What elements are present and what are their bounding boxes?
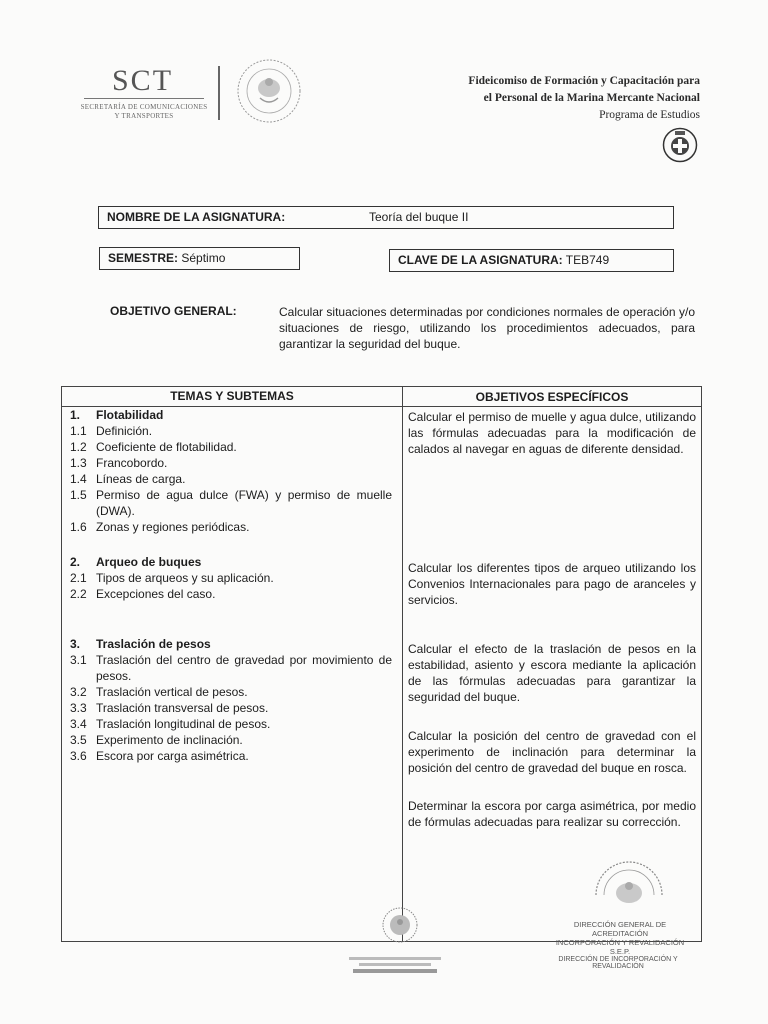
section-title: 2. Arqueo de buques (70, 555, 202, 569)
table-header-objectives: OBJETIVOS ESPECÍFICOS (475, 390, 629, 404)
list-item: 1.4 Líneas de carga. (70, 472, 186, 486)
header-divider (218, 66, 220, 120)
fidena-logo-icon (662, 127, 698, 163)
course-code-value: TEB749 (565, 253, 610, 267)
section-title: 3. Traslación de pesos (70, 637, 211, 651)
list-item: 3.5 Experimento de inclinación. (70, 733, 243, 747)
list-item: 1.5 Permiso de agua dulce (FWA) y permiso de muelle (DWA). (70, 488, 392, 518)
list-item: 1.1 Definición. (70, 424, 153, 438)
list-item: 3.6 Escora por carga asimétrica. (70, 749, 249, 763)
section-3-topics (70, 636, 392, 764)
sct-logo-subtitle (78, 103, 210, 121)
institution-line1: Fideicomiso de Formación y Capacitación para (468, 75, 700, 87)
sct-logo-text: SCT (112, 64, 174, 97)
list-item: 2.1 Tipos de arqueos y su aplicación. (70, 571, 274, 585)
small-seal-stamp-icon (380, 905, 420, 947)
stamp-text-dir: DIRECCIÓN DE INCORPORACIÓN Y REVALIDACIÓN (558, 956, 678, 970)
sct-subtitle-line2: Y TRANSPORTES (114, 112, 174, 120)
institution-line2: el Personal de la Marina Mercante Nacional (483, 92, 700, 104)
logo-divider (84, 98, 204, 99)
semester-box (99, 247, 300, 270)
stamp-text-dgair: DIRECCIÓN GENERAL DE ACREDITACIÓN INCORPORACIÓN Y REVALIDACIÓN S.E.P. (555, 920, 685, 956)
section-1-objectives (408, 409, 696, 457)
semester-value: Séptimo (181, 251, 226, 265)
list-item: 1.6 Zonas y regiones periódicas. (70, 520, 250, 534)
general-objective-text: Calcular situaciones determinadas por condiciones normales de operación y/o situaciones de riesgo, utilizando los procedimientos adecuados, para garantizar la seguridad del buque. (279, 305, 695, 351)
section-2-objectives (408, 560, 696, 608)
list-item: 2.2 Excepciones del caso. (70, 587, 216, 601)
section-2-topics (70, 554, 392, 602)
document-type: Programa de Estudios (599, 109, 700, 121)
sep-seal-stamp-icon (590, 855, 668, 925)
table-column-divider (402, 387, 403, 941)
list-item: 1.3 Francobordo. (70, 456, 168, 470)
list-item: 1.2 Coeficiente de flotabilidad. (70, 440, 237, 454)
section-3-objective-3 (408, 798, 696, 830)
objective-text: Calcular la posición del centro de gravedad con el experimento de inclinación para determinar la posición del centro de gravedad del buque en rosca. (408, 729, 696, 775)
list-item: 3.1 Traslación del centro de gravedad por movimiento de pesos. (70, 653, 392, 683)
list-item: 3.3 Traslación transversal de pesos. (70, 701, 269, 715)
course-code-label: CLAVE DE LA ASIGNATURA: (398, 253, 563, 267)
objective-text: Calcular el permiso de muelle y agua dulce, utilizando las fórmulas adecuadas para la modificación de calados al navegar en aguas de diferente densidad. (408, 410, 696, 456)
course-code-box (389, 249, 674, 272)
list-item: 3.2 Traslación vertical de pesos. (70, 685, 248, 699)
section-3-objective-1 (408, 641, 696, 705)
semester-label: SEMESTRE: (108, 251, 179, 265)
general-objective-label: OBJETIVO GENERAL: (110, 304, 237, 318)
list-item: 3.4 Traslación longitudinal de pesos. (70, 717, 271, 731)
institution-header (468, 73, 700, 124)
objective-text: Determinar la escora por carga asimétrica, por medio de fórmulas adecuadas para realizar su corrección. (408, 799, 696, 829)
objective-text: Calcular los diferentes tipos de arqueo utilizando los Convenios Internacionales para pago de aranceles y servicios. (408, 561, 696, 607)
section-3-objective-2 (408, 728, 696, 776)
course-name-box (98, 206, 674, 229)
section-1-topics (70, 407, 392, 535)
table-header-topics: TEMAS Y SUBTEMAS (170, 389, 294, 403)
national-seal-icon (236, 58, 302, 124)
section-title: 1. Flotabilidad (70, 408, 164, 422)
illegible-stamp-text-icon (345, 955, 445, 977)
objective-text: Calcular el efecto de la traslación de pesos en la estabilidad, asiento y escora mediante la aplicación de las fórmulas adecuadas para garantizar la seguridad del buque. (408, 642, 696, 704)
sct-subtitle-line1: SECRETARÍA DE COMUNICACIONES (80, 103, 208, 111)
course-name-value: Teoría del buque II (369, 210, 469, 224)
course-name-label: NOMBRE DE LA ASIGNATURA: (107, 210, 286, 224)
